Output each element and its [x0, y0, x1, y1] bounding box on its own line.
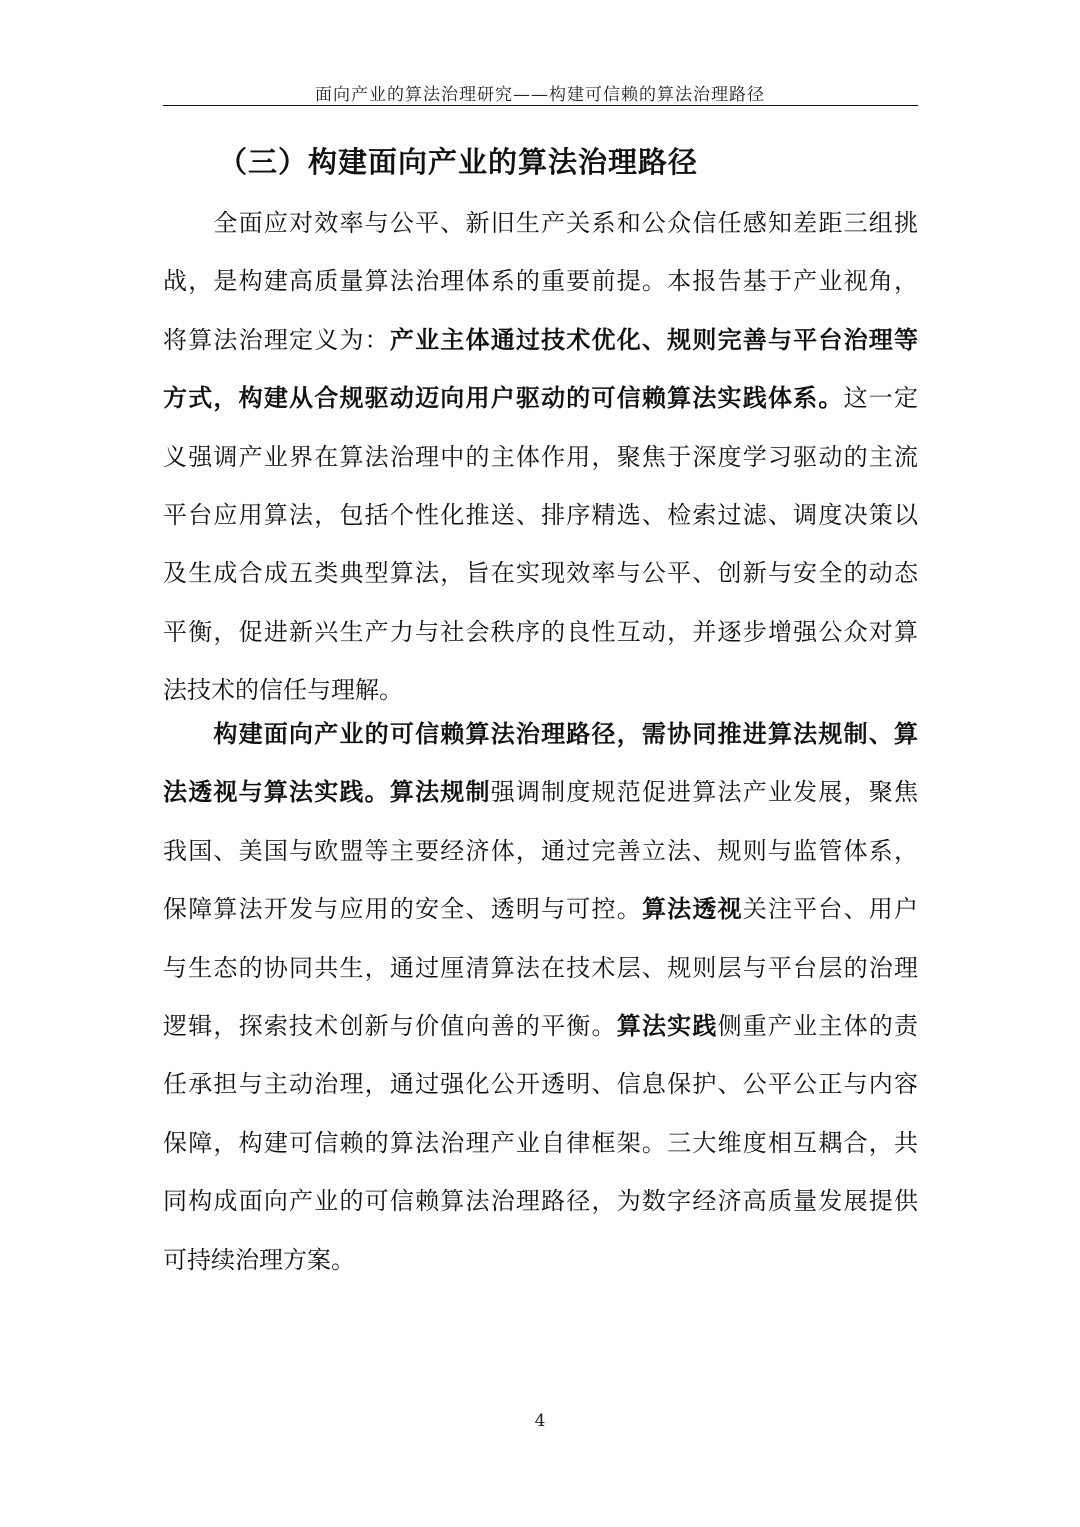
page-number: 4 — [534, 1411, 546, 1431]
paragraph-line — [163, 433, 918, 491]
text-run: 这一定 — [843, 384, 918, 413]
paragraph-line — [163, 1002, 918, 1060]
text-run: 平衡，促进新兴生产力与社会秩序的良性互动，并逐步增强公众对算 — [163, 617, 918, 646]
keyword-algorithm-practice: 算法实践 — [616, 1011, 718, 1040]
paragraph-line — [163, 257, 918, 315]
text-run: 保障算法开发与应用的安全、透明与可控。 — [163, 895, 642, 924]
running-header-title: 面向产业的算法治理研究——构建可信赖的算法治理路径 — [315, 85, 765, 105]
text-run: 可持续治理方案。 — [163, 1245, 355, 1274]
keyword-algorithm-transparency: 算法透视 — [641, 895, 743, 924]
paragraph-line — [163, 710, 918, 768]
paragraph-line — [163, 549, 918, 607]
paragraph-line — [163, 608, 918, 666]
text-run: 与生态的协同共生，通过厘清算法在技术层、规则层与平台层的治理 — [163, 953, 918, 982]
text-run: 逻辑，探索技术创新与价值向善的平衡。 — [163, 1011, 617, 1040]
text-run: 战，是构建高质量算法治理体系的重要前提。本报告基于产业视角， — [163, 267, 918, 296]
text-run: 义强调产业界在算法治理中的主体作用，聚焦于深度学习驱动的主流 — [163, 442, 918, 471]
definition-emphasis: 产业主体通过技术优化、规则完善与平台治理等 — [389, 325, 918, 354]
text-run: 任承担与主动治理，通过强化公开透明、信息保护、公平公正与内容 — [163, 1070, 918, 1099]
paragraph-line — [163, 316, 918, 374]
path-emphasis: 构建面向产业的可信赖算法治理路径，需协同推进算法规制、算 — [163, 720, 918, 748]
paragraph-line — [163, 768, 918, 826]
paragraph-line — [163, 827, 918, 885]
text-run: 将算法治理定义为： — [163, 325, 390, 354]
paragraph-governance-path — [163, 710, 918, 1294]
text-run: 保障，构建可信赖的算法治理产业自律框架。三大维度相互耦合，共 — [163, 1128, 918, 1157]
text-run: 及生成合成五类典型算法，旨在实现效率与公平、创新与安全的动态 — [163, 559, 918, 588]
keyword-algorithm-regulation: 算法规制 — [389, 778, 491, 807]
paragraph-line — [163, 1236, 918, 1294]
paragraph-line — [163, 199, 918, 257]
paragraph-definition — [163, 199, 918, 725]
text-run: 法技术的信任与理解。 — [163, 676, 403, 705]
text-run: 强调制度规范促进算法产业发展，聚焦 — [490, 778, 918, 807]
paragraph-line — [163, 944, 918, 1002]
text-run: 同构成面向产业的可信赖算法治理路径，为数字经济高质量发展提供 — [163, 1187, 918, 1216]
text-run: 侧重产业主体的责 — [717, 1011, 918, 1040]
text-run: 全面应对效率与公平、新旧生产关系和公众信任感知差距三组挑 — [163, 209, 918, 237]
definition-emphasis: 方式，构建从合规驱动迈向用户驱动的可信赖算法实践体系。 — [163, 384, 844, 413]
text-run: 关注平台、用户 — [742, 895, 918, 924]
section-heading: （三）构建面向产业的算法治理路径 — [218, 145, 699, 179]
paragraph-line — [163, 491, 918, 549]
paragraph-line — [163, 1119, 918, 1177]
text-run: 平台应用算法，包括个性化推送、排序精选、检索过滤、调度决策以 — [163, 500, 918, 529]
paragraph-line — [163, 1177, 918, 1235]
header-rule — [163, 105, 918, 106]
paragraph-line — [163, 374, 918, 432]
paragraph-line — [163, 1060, 918, 1118]
text-run: 我国、美国与欧盟等主要经济体，通过完善立法、规则与监管体系， — [163, 836, 918, 865]
path-emphasis: 法透视与算法实践。 — [163, 778, 390, 807]
paragraph-line — [163, 885, 918, 943]
